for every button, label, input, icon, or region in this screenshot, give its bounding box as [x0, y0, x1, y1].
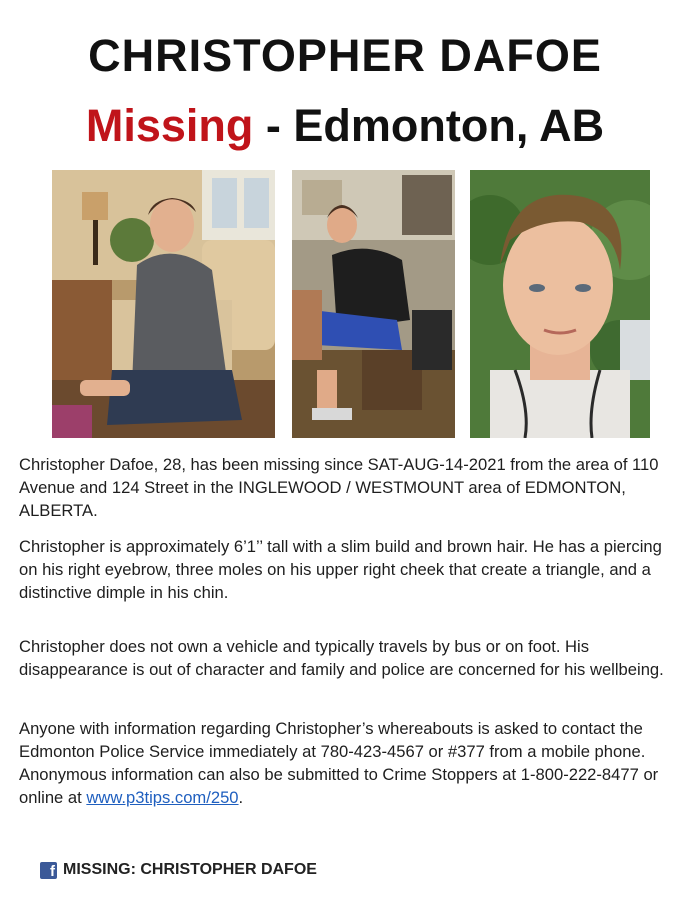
photo-seated-on-couch [52, 170, 275, 438]
description-paragraph: Christopher is approximately 6’1’’ tall with a slim build and brown hair. He has a piercing on his right eyebrow, three moles on his upper right cheek that create a triangle, and a distinctive dimple in his chin. [19, 537, 662, 602]
facebook-footer[interactable] [40, 861, 317, 879]
contact-paragraph [19, 717, 669, 809]
contact-end: . [238, 788, 244, 807]
p3tips-link[interactable]: www.p3tips.com/250 [86, 788, 239, 807]
concern-paragraph: Christopher does not own a vehicle and typically travels by bus or on foot. His disappearance is out of character and family and police are concerned for his wellbeing. [19, 637, 664, 679]
name-heading: CHRISTOPHER DAFOE [88, 30, 602, 81]
photo-portrait-closeup [470, 170, 650, 438]
facebook-icon: f [40, 862, 57, 879]
status-line [0, 100, 690, 152]
footer-label: MISSING: CHRISTOPHER DAFOE [63, 861, 317, 878]
contact-text: Anyone with information regarding Christopher’s whereabouts is asked to contact the Edmonton Police Service immediately at 780-423-4567 or #377 from a mobile phone. Anonymous information can also be submitted to Crime Stoppers at 1-800-222-8477 or online at [19, 719, 659, 807]
location-text: - Edmonton, AB [253, 100, 605, 151]
missing-word: Missing [85, 100, 254, 151]
disappearance-paragraph: Christopher Dafoe, 28, has been missing since SAT-AUG-14-2021 from the area of 110 Avenue and 124 Street in the INGLEWOOD / WESTMOUNT area of EDMONTON, ALBERTA. [19, 455, 659, 520]
photo-seated-in-rv [292, 170, 455, 438]
